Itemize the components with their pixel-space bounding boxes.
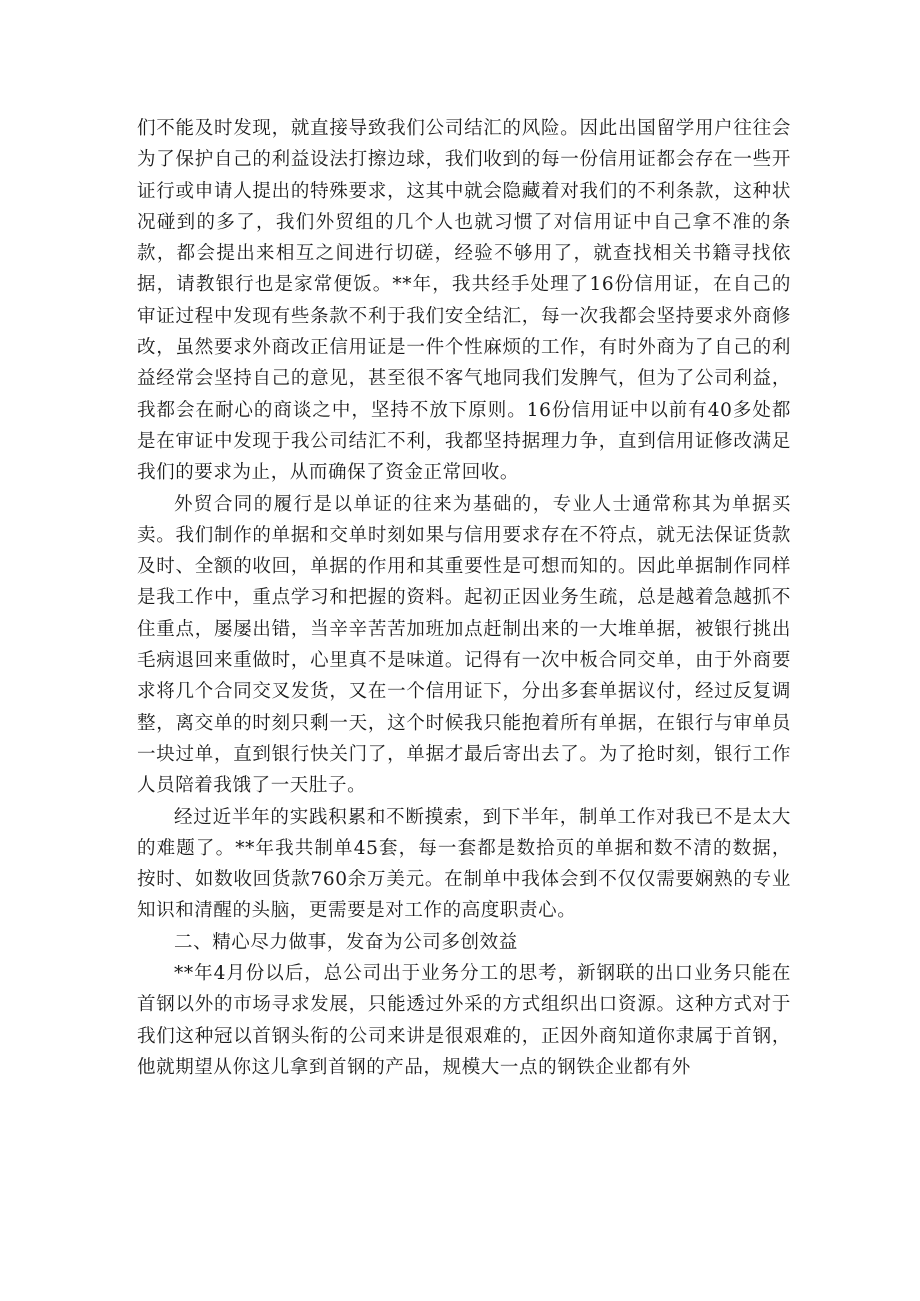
- paragraph-5: **年4月份以后，总公司出于业务分工的思考，新钢联的出口业务只能在首钢以外的市场寻求发展，只能透过外采的方式组织出口资源。这种方式对于我们这种冠以首钢头衔的公司来讲是很艰难的，正因外商知道你隶属于首钢，他就期望从你这儿拿到首钢的产品，规模大一点的钢铁企业都有外: [137, 963, 791, 1078]
- section-heading: 二、精心尽力做事，发奋为公司多创效益: [174, 931, 518, 953]
- paragraph-1: 们不能及时发现，就直接导致我们公司结汇的风险。因此出国留学用户往往会为了保护自己的利益设法打擦边球，我们收到的每一份信用证都会存在一些开证行或申请人提出的特殊要求，这其中就会隐藏着对我们的不利条款，这种状况碰到的多了，我们外贸组的几个人也就习惯了对信用证中自己拿不准的条款，都会提出来相互之间进行切磋，经验不够用了，就查找相关书籍寻找依据，请教银行也是家常便饭。**年，我共经手处理了16份信用证，在自己的审证过程中发现有些条款不利于我们安全结汇，每一次我都会坚持要求外商修改，虽然要求外商改正信用证是一件个性麻烦的工作，有时外商为了自己的利益经常会坚持自己的意见，甚至很不客气地同我们发脾气，但为了公司利益，我都会在耐心的商谈之中，坚持不放下原则。16份信用证中以前有40多处都是在审证中发现于我公司结汇不利，我都坚持据理力争，直到信用证修改满足我们的要求为止，从而确保了资金正常回收。: [137, 118, 791, 484]
- paragraph-2: 外贸合同的履行是以单证的往来为基础的，专业人士通常称其为单据买卖。我们制作的单据和交单时刻如果与信用要求存在不符点，就无法保证货款及时、全额的收回，单据的作用和其重要性是可想而知的。因此单据制作同样是我工作中，重点学习和把握的资料。起初正因业务生疏，总是越着急越抓不住重点，屡屡出错，当辛辛苦苦加班加点赶制出来的一大堆单据，被银行挑出毛病退回来重做时，心里真不是味道。记得有一次中板合同交单，由于外商要求将几个合同交叉发货，又在一个信用证下，分出多套单据议付，经过反复调整，离交单的时刻只剩一天，这个时候我只能抱着所有单据，在银行与审单员一块过单，直到银行快关门了，单据才最后寄出去了。为了抢时刻，银行工作人员陪着我饿了一天肚子。: [137, 493, 791, 797]
- paragraph-3: 经过近半年的实践积累和不断摸索，到下半年，制单工作对我已不是太大的难题了。**年我共制单45套，每一套都是数拾页的单据和数不清的数据，按时、如数收回货款760余万美元。在制单中我体会到不仅仅需要娴熟的专业知识和清醒的头脑，更需要是对工作的高度职责心。: [137, 806, 791, 922]
- document-body: [137, 113, 791, 1083]
